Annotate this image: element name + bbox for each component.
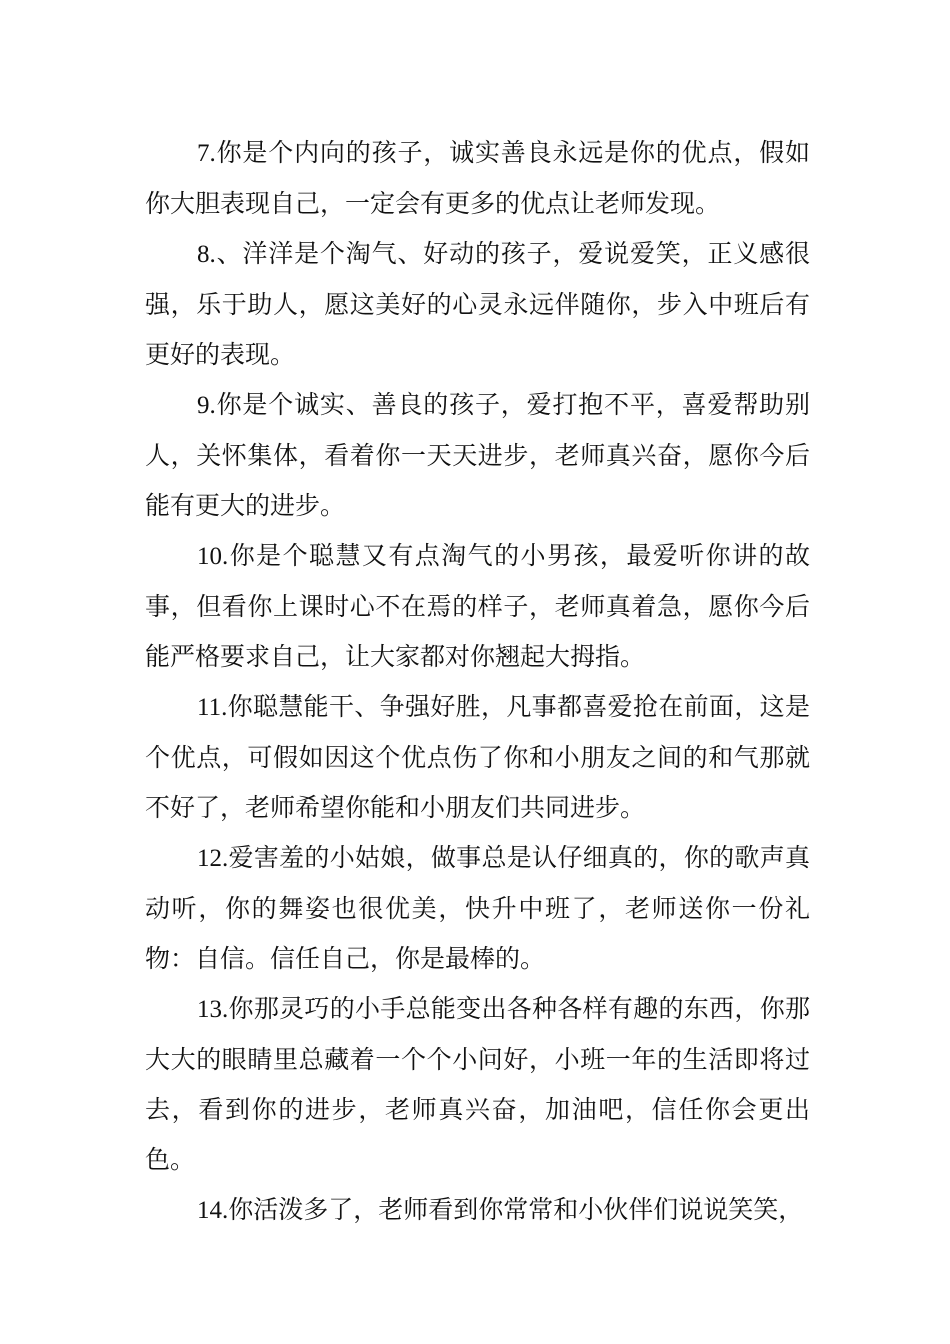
paragraph-text: 你活泼多了，老师看到你常常和小伙伴们说说笑笑，	[228, 1195, 804, 1224]
comment-paragraph-7	[145, 128, 810, 229]
comment-paragraph-13	[145, 984, 810, 1185]
comment-paragraph-8	[145, 229, 810, 380]
paragraph-number: 12.	[197, 845, 229, 872]
comment-paragraph-10	[145, 531, 810, 682]
paragraph-number: 11.	[197, 694, 228, 721]
paragraph-text: 你那灵巧的小手总能变出各种各样有趣的东西，你那大大的眼睛里总藏着一个个小问好，小班一年的生活即将过去，看到你的进步，老师真兴奋，加油吧，信任你会更出色。	[145, 994, 810, 1174]
paragraph-text: 爱害羞的小姑娘，做事总是认仔细真的，你的歌声真动听，你的舞姿也很优美，快升中班了，老师送你一份礼物：自信。信任自己，你是最棒的。	[145, 843, 810, 973]
paragraph-number: 10.	[197, 543, 229, 570]
document-body	[145, 128, 810, 1236]
paragraph-number: 7.	[197, 140, 216, 167]
paragraph-number: 8.	[197, 241, 216, 268]
comment-paragraph-11	[145, 682, 810, 833]
paragraph-text: 你聪慧能干、争强好胜，凡事都喜爱抢在前面，这是个优点，可假如因这个优点伤了你和小朋友之间的和气那就不好了，老师希望你能和小朋友们共同进步。	[145, 692, 810, 822]
comment-paragraph-14	[145, 1185, 810, 1236]
paragraph-number: 9.	[197, 392, 216, 419]
paragraph-number: 14.	[197, 1197, 229, 1224]
paragraph-text: 你是个诚实、善良的孩子，爱打抱不平，喜爱帮助别人，关怀集体，看着你一天天进步，老师真兴奋，愿你今后能有更大的进步。	[145, 390, 810, 520]
paragraph-text: 你是个内向的孩子，诚实善良永远是你的优点，假如你大胆表现自己，一定会有更多的优点让老师发现。	[145, 138, 810, 218]
paragraph-text: 你是个聪慧又有点淘气的小男孩，最爱听你讲的故事，但看你上课时心不在焉的样子，老师真着急，愿你今后能严格要求自己，让大家都对你翘起大拇指。	[145, 541, 810, 671]
comment-paragraph-12	[145, 833, 810, 984]
paragraph-text: 、洋洋是个淘气、好动的孩子，爱说爱笑，正义感很强，乐于助人，愿这美好的心灵永远伴随你，步入中班后有更好的表现。	[145, 239, 810, 369]
comment-paragraph-9	[145, 380, 810, 531]
paragraph-number: 13.	[197, 996, 229, 1023]
